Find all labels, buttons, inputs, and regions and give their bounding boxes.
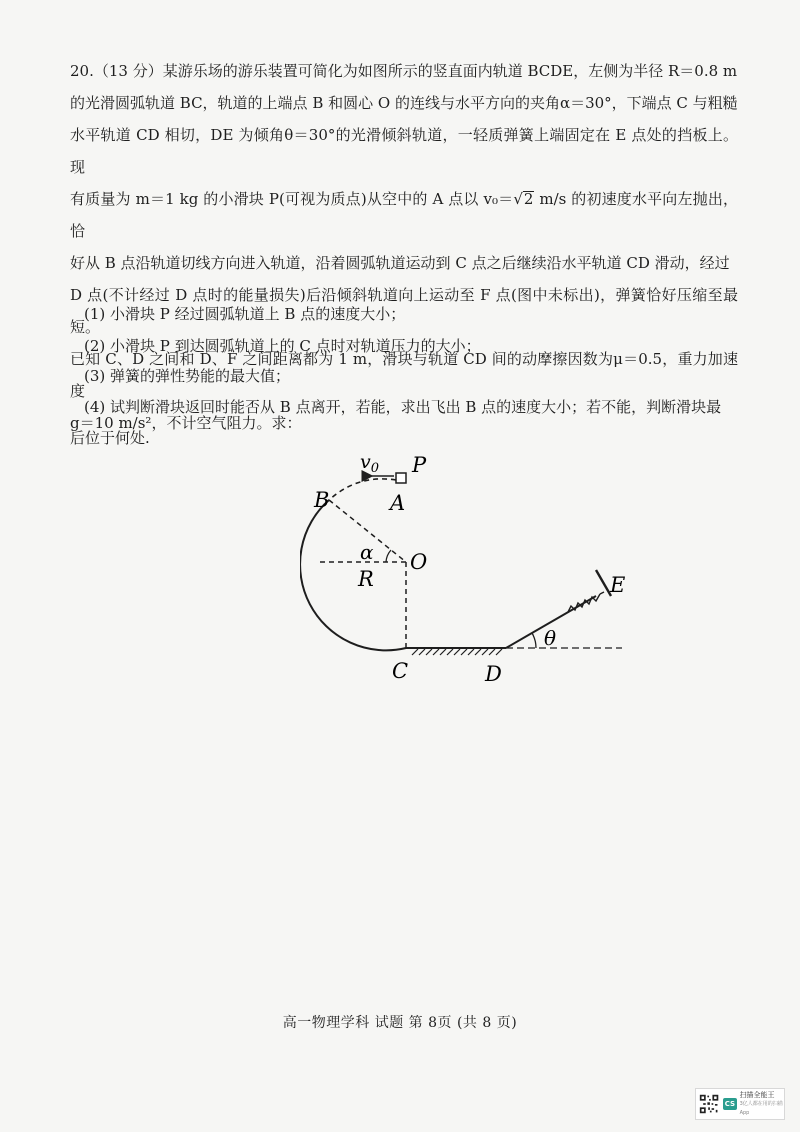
question-4: (4) 试判断滑块返回时能否从 B 点离开，若能，求出飞出 B 点的速度大小；若不能，判断滑块最 <box>84 398 722 416</box>
label-v0: $v_0$ <box>360 452 380 476</box>
problem-line: D 点(不计经过 D 点时的能量损失)后沿倾斜轨道向上运动至 F 点(图中未标出)，弹簧恰好压缩至最短。 <box>70 286 738 336</box>
rough-surface-hatch <box>412 649 502 655</box>
question-2: (2) 小滑块 P 到达圆弧轨道上的 C 点时对轨道压力的大小； <box>84 337 481 355</box>
label-r: R <box>358 567 374 591</box>
problem-line-tail: m/s 的初速度水平向左抛出，恰 <box>70 190 738 240</box>
arc-track-bc <box>300 500 406 650</box>
question-4-continued: 后位于何处. <box>70 429 150 447</box>
page-footer: 高一物理学科 试题 第 8页 (共 8 页) <box>282 1015 518 1031</box>
block-p <box>396 473 406 483</box>
label-a: A <box>390 491 406 515</box>
label-p: P <box>412 453 427 477</box>
problem-line-with-sqrt <box>70 183 738 247</box>
question-1: (1) 小滑块 P 经过圆弧轨道上 B 点的速度大小； <box>84 305 406 323</box>
problem-line: 已知 C、D 之间和 D、F 之间距离都为 1 m，滑块与轨道 CD 间的动摩擦因数为μ＝0.5，重力加速度 <box>70 350 738 400</box>
label-theta: θ <box>544 626 557 650</box>
track-diagram <box>300 452 640 692</box>
theta-angle-arc <box>532 633 536 648</box>
scanner-brand-tagline: 3亿人都在用的扫描App <box>739 1100 783 1116</box>
sqrt-radicand: 2 <box>523 190 534 208</box>
label-d: D <box>485 662 502 686</box>
label-b: B <box>314 488 330 512</box>
scanner-brand <box>740 1091 784 1118</box>
trajectory-dashed <box>329 479 396 500</box>
qr-code-icon <box>699 1092 719 1116</box>
label-alpha: α <box>360 540 374 564</box>
problem-line: 好从 B 点沿轨道切线方向进入轨道，沿着圆弧轨道运动到 C 点之后继续沿水平轨道 CD 滑动，经过 <box>70 254 730 272</box>
problem-line: 水平轨道 CD 相切，DE 为倾角θ＝30°的光滑倾斜轨道，一轻质弹簧上端固定在 E 点处的挡板上。现 <box>70 126 738 176</box>
sqrt-symbol: √ <box>513 190 523 208</box>
scanner-badge <box>695 1088 785 1120</box>
scanner-brand-name: 扫描全能王 <box>739 1090 775 1099</box>
problem-line: g＝10 m/s²，不计空气阻力。求： <box>70 414 302 432</box>
label-e: E <box>610 573 626 597</box>
label-o: O <box>410 550 428 574</box>
cs-logo-icon: CS <box>724 1100 735 1108</box>
spring-rod <box>600 592 604 594</box>
problem-line: 20.（13 分）某游乐场的游乐装置可简化为如图所示的竖直面内轨道 BCDE，左侧为半径 R＝0.8 m <box>70 62 738 80</box>
problem-line-head: 有质量为 m＝1 kg 的小滑块 P(可视为质点)从空中的 A 点以 v₀＝ <box>70 190 514 208</box>
alpha-angle-arc <box>386 550 391 562</box>
problem-line: 的光滑圆弧轨道 BC，轨道的上端点 B 和圆心 O 的连线与水平方向的夹角α＝30°，下端点 C 与粗糙 <box>70 94 738 112</box>
label-c: C <box>392 659 409 683</box>
question-3: (3) 弹簧的弹性势能的最大值； <box>84 367 291 385</box>
